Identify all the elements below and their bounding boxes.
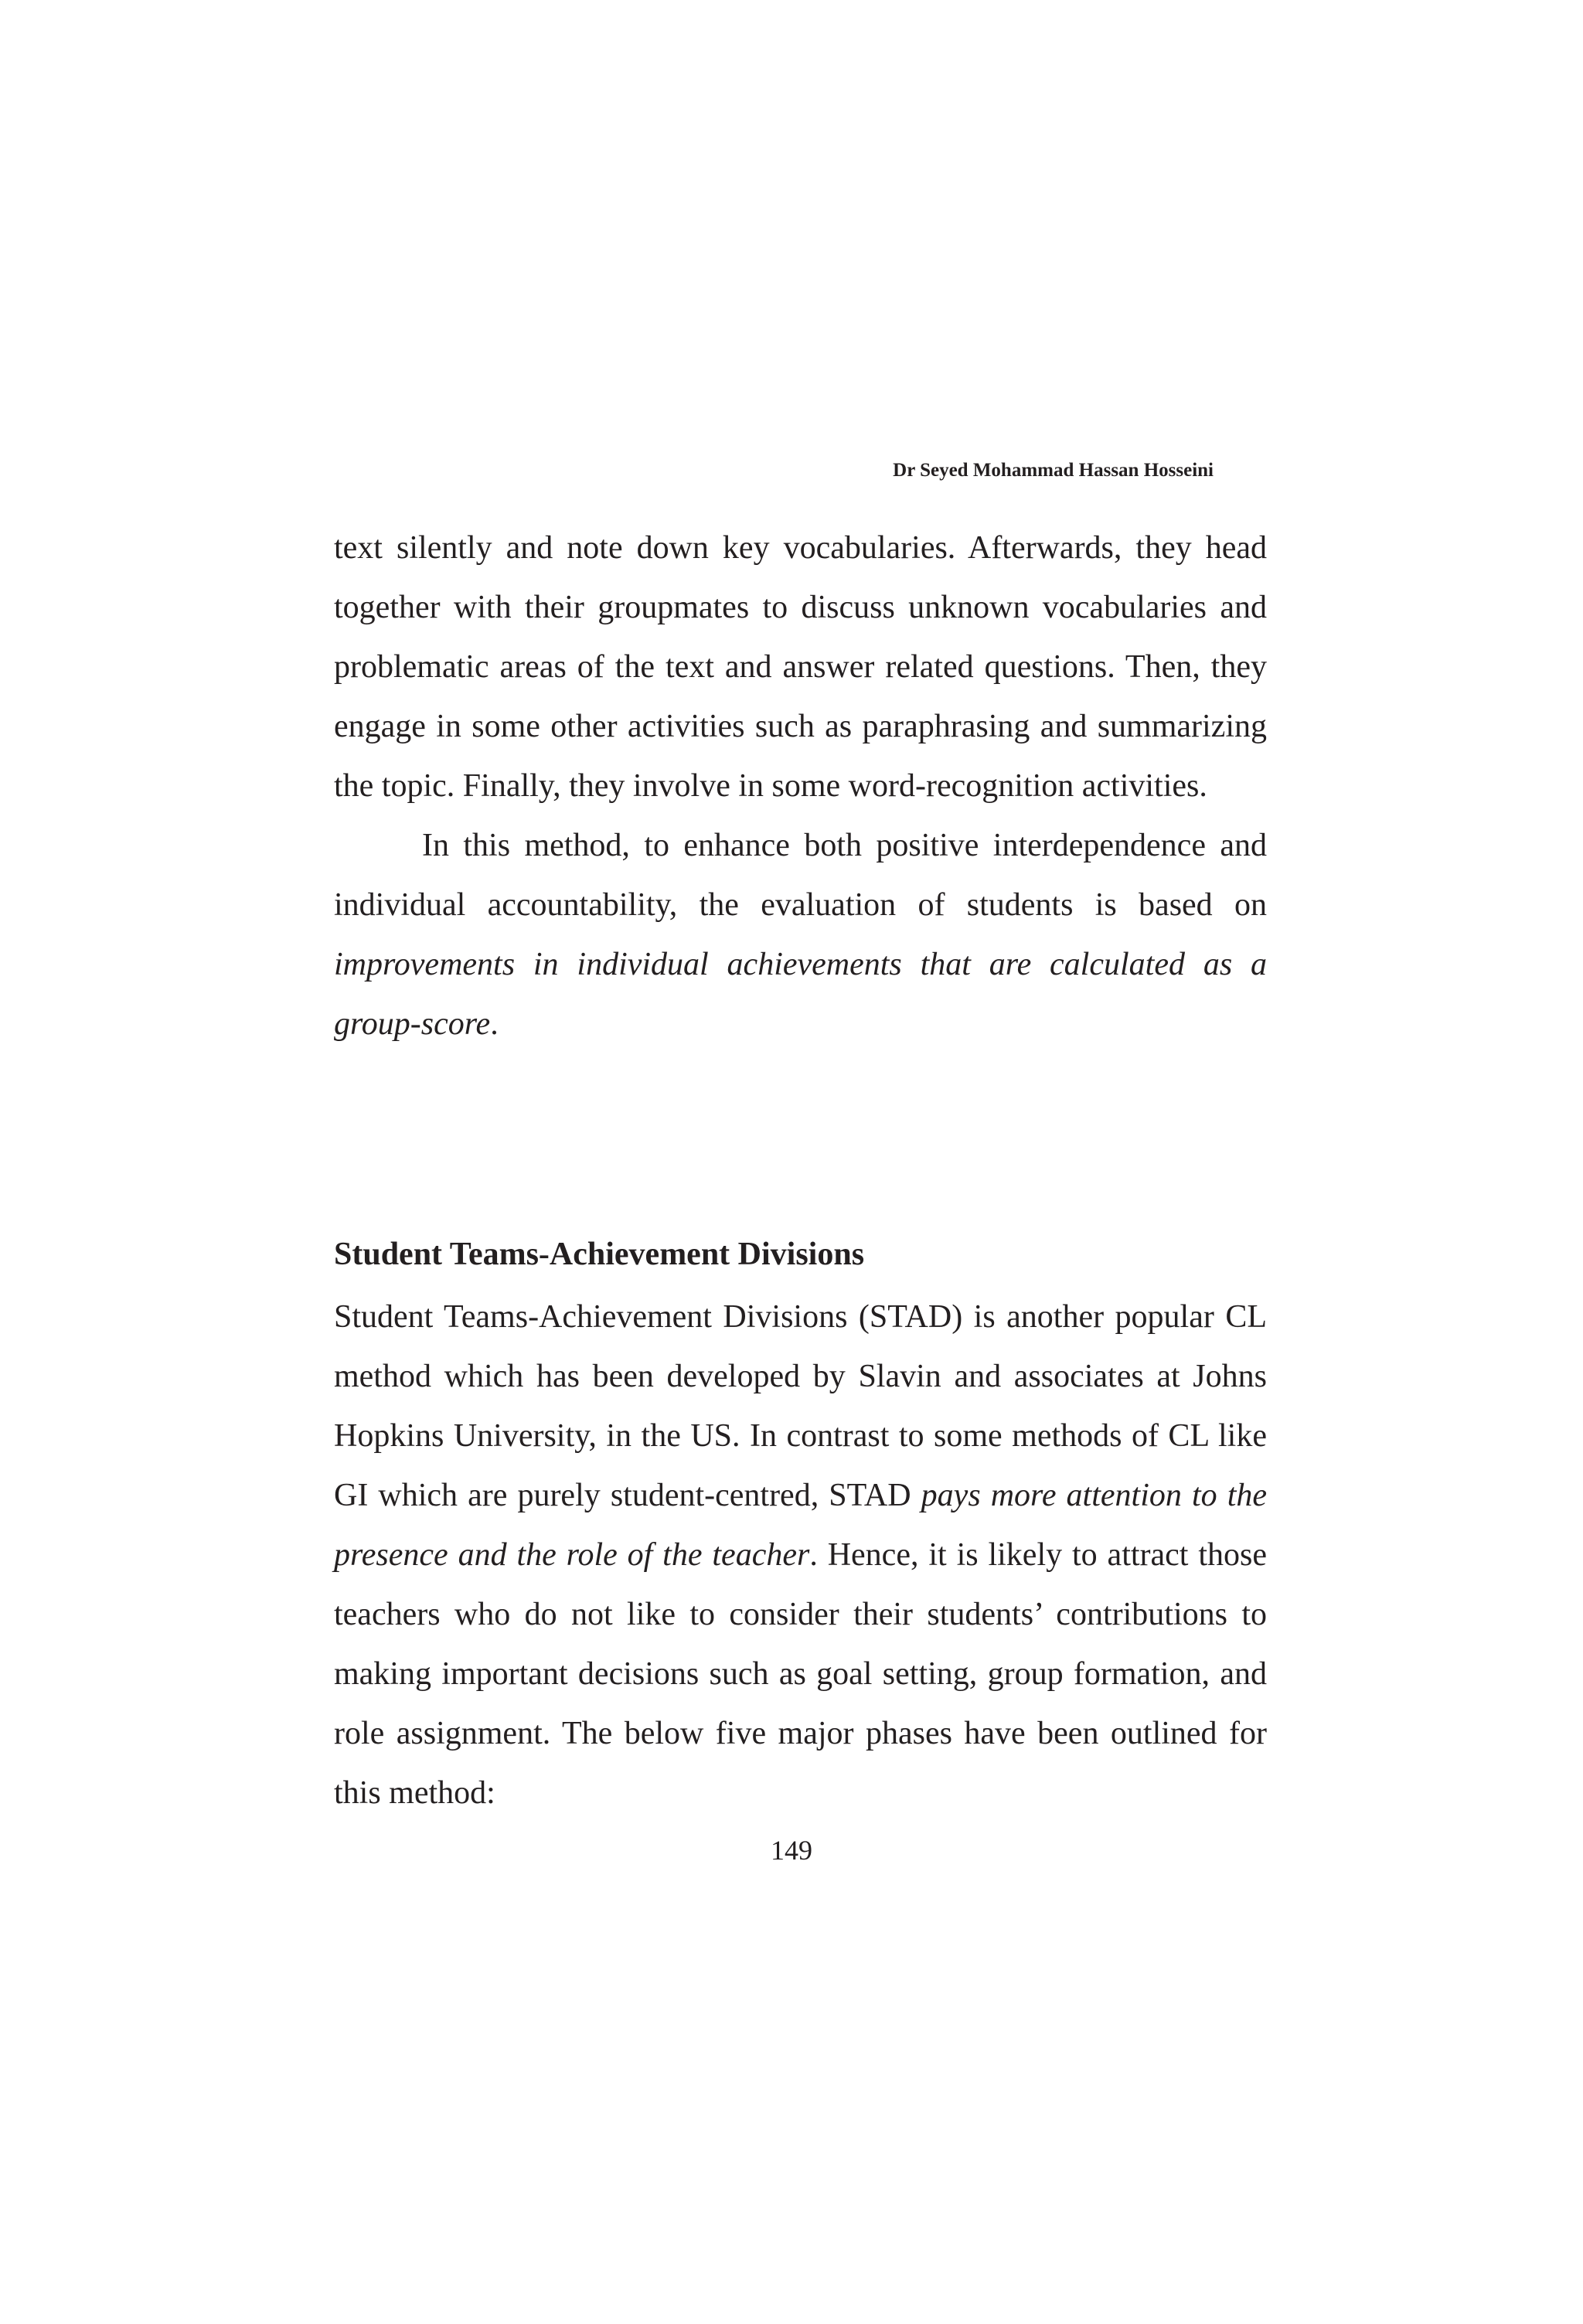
paragraph-stad-end: . Hence, it is likely to attract those teachers who do not like to consider their students’ contributions to making important decisions such as goal setting, group formation, and role assignment. The below five major phases have been outlined for this method: xyxy=(334,1537,1268,1811)
section-heading: Student Teams-Achievement Divisions xyxy=(334,1237,865,1272)
section-stad xyxy=(334,1226,1267,1823)
page-number: 149 xyxy=(771,1835,812,1866)
paragraph-evaluation-end: . xyxy=(490,1006,499,1042)
paragraph-stad-emphasis: pays more attention to the presence and the role of the teacher xyxy=(334,1478,1268,1573)
body-text-top xyxy=(334,519,1267,1054)
paragraph-stad xyxy=(334,1288,1267,1823)
paragraph-evaluation-text: In this method, to enhance both positive interdependence and individual accountability, the evaluation of students is based on xyxy=(334,828,1267,923)
paragraph-continued: text silently and note down key vocabularies. Afterwards, they head together with their groupmates to discuss unknown vocabularies and problematic areas of the text and answer related questions. Then, they engage in some other activities such as paraphrasing and summarizing the topic. Finally, they involve in some word-recognition activities. xyxy=(334,530,1267,804)
paragraph-evaluation-emphasis: improvements in individual achievements that are calculated as a group-score xyxy=(334,947,1267,1042)
paragraph-evaluation xyxy=(334,816,1267,1054)
running-header-author: Dr Seyed Mohammad Hassan Hosseini xyxy=(893,460,1214,481)
paragraph-stad-text: Student Teams-Achievement Divisions (STAD) is another popular CL method which has been developed by Slavin and associates at Johns Hopkins University, in the US. In contrast to some methods of CL like GI which are purely student-centred, STAD xyxy=(334,1299,1267,1513)
